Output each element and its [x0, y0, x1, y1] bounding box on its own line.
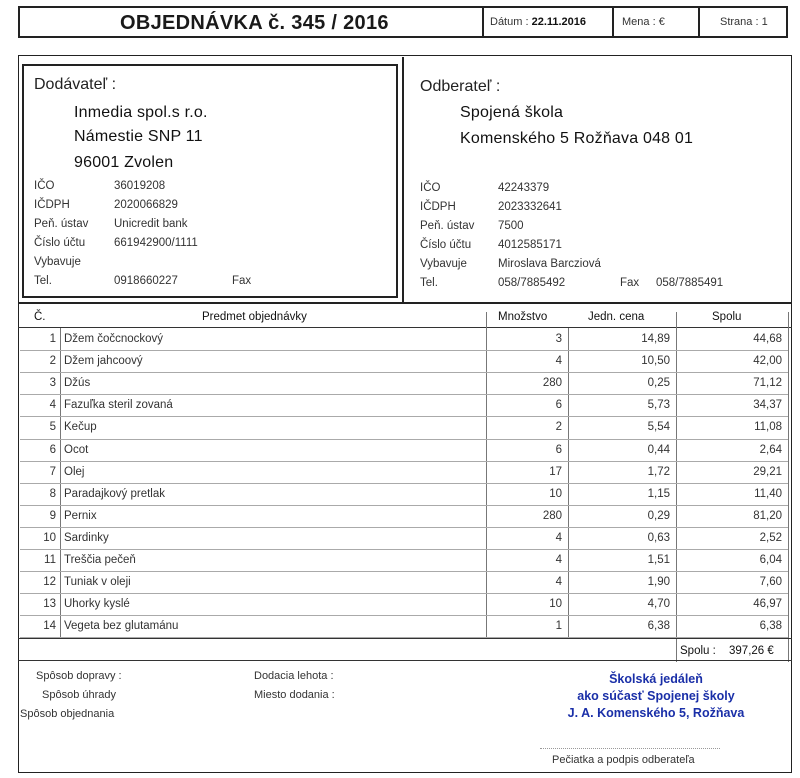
transport-label: Spôsob dopravy : [36, 670, 122, 682]
header-divider [482, 8, 484, 36]
row-qty: 4 [555, 531, 562, 544]
school-stamp [540, 671, 772, 722]
supplier-field-label: Vybavuje [34, 256, 81, 268]
customer-name: Spojená škola [460, 104, 564, 121]
row-qty: 4 [555, 576, 562, 589]
signature-line [540, 748, 720, 749]
customer-details [420, 182, 780, 292]
signature-label: Pečiatka a podpis odberateľa [552, 754, 695, 766]
currency-label: Mena : [622, 16, 656, 28]
order-method-label: Spôsob objednania [20, 708, 115, 720]
row-qty: 4 [555, 554, 562, 566]
row-item: Uhorky kyslé [64, 598, 130, 611]
table-bottom-line [18, 638, 792, 639]
date-label: Dátum : [490, 16, 529, 28]
party-divider [402, 57, 404, 302]
row-price: 10,50 [641, 355, 670, 368]
col-header-qty: Množstvo [498, 311, 548, 323]
delivery-place-label: Miesto dodania : [254, 689, 335, 701]
customer-label: Odberateľ : [420, 78, 501, 95]
row-price: 0,25 [647, 377, 670, 390]
row-price: 1,72 [647, 465, 670, 478]
table-row [20, 484, 788, 506]
row-number: 1 [49, 333, 56, 345]
row-qty: 2 [555, 421, 562, 434]
row-item: Džem jahcoový [64, 355, 143, 368]
header-box [18, 6, 788, 38]
row-total: 7,60 [759, 576, 782, 589]
row-qty: 3 [555, 333, 562, 345]
customer-fax-label: Fax [620, 277, 640, 289]
row-total: 11,40 [754, 487, 782, 500]
payment-label: Spôsob úhrady [42, 689, 116, 701]
customer-field-label: IČDPH [420, 201, 456, 213]
col-header-price: Jedn. cena [588, 311, 645, 323]
supplier-field-value: 2020066829 [114, 199, 178, 211]
date-field [490, 16, 586, 28]
page-value: 1 [761, 16, 768, 28]
row-item: Džem čočcnockový [64, 333, 164, 345]
row-item: Džús [64, 377, 91, 390]
page-label: Strana : [720, 16, 759, 28]
stamp-line: J. A. Komenského 5, Rožňava [567, 706, 745, 720]
row-price: 4,70 [647, 598, 670, 611]
table-row [20, 395, 788, 417]
row-price: 1,51 [647, 554, 670, 566]
sum-line [680, 645, 774, 657]
customer-field-label: IČO [420, 182, 441, 194]
row-number: 3 [49, 377, 56, 390]
sum-value: 397,26 € [729, 645, 774, 657]
supplier-field-value: 661942900/1111 [114, 237, 198, 249]
row-number: 2 [49, 355, 56, 368]
delivery-term-label: Dodacia lehota : [254, 670, 334, 682]
customer-field-value: 2023332641 [498, 201, 562, 213]
row-number: 12 [43, 576, 56, 589]
supplier-label: Dodávateľ : [34, 76, 117, 93]
supplier-fax-label: Fax [232, 275, 252, 287]
table-row [20, 417, 788, 439]
currency-value: € [658, 16, 665, 28]
row-price: 1,90 [647, 576, 670, 589]
row-number: 11 [44, 554, 56, 566]
supplier-name: Inmedia spol.s r.o. [74, 104, 208, 121]
table-row [20, 594, 788, 616]
customer-field-label: Číslo účtu [420, 239, 472, 251]
row-price: 1,15 [647, 487, 670, 500]
row-total: 2,64 [759, 443, 782, 456]
row-qty: 4 [555, 355, 562, 368]
row-qty: 10 [549, 487, 562, 500]
customer-field-label: Tel. [420, 277, 438, 289]
supplier-field-label: Peň. ústav [34, 218, 89, 230]
table-row [20, 329, 788, 351]
supplier-street: Námestie SNP 11 [74, 128, 203, 145]
row-total: 46,97 [753, 598, 782, 611]
row-qty: 10 [549, 598, 562, 611]
col-header-no: Č. [34, 311, 46, 323]
row-total: 2,52 [759, 531, 782, 544]
row-item: Sardinky [64, 531, 109, 544]
row-qty: 280 [542, 377, 562, 390]
col-guide [788, 312, 789, 662]
row-total: 6,38 [759, 620, 782, 633]
table-row [20, 550, 788, 572]
row-item: Vegeta bez glutamánu [64, 620, 179, 633]
stamp-line: ako súčasť Spojenej školy [577, 689, 735, 703]
row-qty: 1 [555, 620, 562, 633]
sum-label: Spolu : [680, 645, 716, 657]
document-title: OBJEDNÁVKA č. 345 / 2016 [120, 12, 389, 34]
row-number: 9 [49, 509, 56, 522]
row-total: 6,04 [759, 554, 782, 566]
page-field [720, 16, 768, 28]
row-number: 10 [43, 531, 56, 544]
table-row [20, 506, 788, 528]
table-row [20, 528, 788, 550]
row-item: Treščia pečeň [64, 554, 136, 566]
table-row [20, 440, 788, 462]
row-total: 11,08 [754, 421, 782, 434]
row-price: 0,63 [647, 531, 670, 544]
table-row [20, 462, 788, 484]
row-price: 14,89 [641, 333, 670, 345]
row-item: Tuniak v oleji [64, 576, 131, 589]
supplier-field-label: Číslo účtu [34, 237, 86, 249]
customer-field-value: 4012585171 [498, 239, 562, 251]
row-number: 4 [49, 399, 56, 412]
supplier-field-value: 36019208 [114, 180, 166, 192]
table-row [20, 351, 788, 373]
row-number: 6 [49, 443, 56, 456]
supplier-field-label: IČDPH [34, 199, 70, 211]
table-row [20, 373, 788, 395]
row-total: 34,37 [753, 399, 782, 412]
row-item: Olej [64, 465, 85, 478]
customer-field-label: Peň. ústav [420, 220, 475, 232]
row-qty: 280 [542, 509, 562, 522]
row-number: 5 [49, 421, 56, 434]
customer-field-label: Vybavuje [420, 258, 467, 270]
customer-field-value: 7500 [498, 220, 524, 232]
customer-field-value: Miroslava Barcziová [498, 258, 601, 270]
row-price: 5,73 [647, 399, 670, 412]
customer-address: Komenského 5 Rožňava 048 01 [460, 130, 694, 147]
row-number: 14 [43, 620, 56, 633]
supplier-field-label: IČO [34, 180, 55, 192]
header-divider [698, 8, 700, 36]
row-qty: 6 [555, 443, 562, 456]
currency-field [622, 16, 665, 28]
row-qty: 17 [549, 465, 562, 478]
row-item: Ocot [64, 443, 89, 456]
row-qty: 6 [555, 399, 562, 412]
row-item: Fazuľka steril zovaná [64, 399, 173, 412]
row-total: 81,20 [753, 509, 782, 522]
supplier-field-value: 0918660227 [114, 275, 178, 287]
customer-field-value: 42243379 [498, 182, 550, 194]
row-price: 6,38 [647, 620, 670, 633]
row-total: 71,12 [753, 377, 782, 390]
row-total: 29,21 [753, 465, 782, 478]
supplier-field-value: Unicredit bank [114, 218, 188, 230]
supplier-field-label: Tel. [34, 275, 52, 287]
row-item: Kečup [64, 421, 97, 434]
sum-bottom-line [18, 660, 792, 661]
col-header-item: Predmet objednávky [202, 311, 307, 323]
row-total: 42,00 [753, 355, 782, 368]
row-price: 5,54 [647, 421, 670, 434]
header-divider [612, 8, 614, 36]
row-number: 13 [43, 598, 56, 611]
customer-fax-value: 058/7885491 [656, 277, 724, 289]
row-number: 8 [49, 487, 56, 500]
table-top-line [18, 302, 792, 304]
supplier-details [34, 180, 394, 290]
table-row [20, 572, 788, 594]
date-value: 22.11.2016 [531, 16, 587, 28]
stamp-line: Školská jedáleň [609, 672, 703, 686]
row-price: 0,44 [647, 443, 670, 456]
row-item: Paradajkový pretlak [64, 487, 165, 500]
supplier-city: 96001 Zvolen [74, 154, 174, 171]
row-price: 0,29 [647, 509, 670, 522]
table-row [20, 616, 788, 638]
col-header-total: Spolu [712, 311, 742, 323]
row-item: Pernix [64, 509, 97, 522]
row-number: 7 [49, 465, 56, 478]
row-total: 44,68 [753, 333, 782, 345]
customer-field-value: 058/7885492 [498, 277, 566, 289]
